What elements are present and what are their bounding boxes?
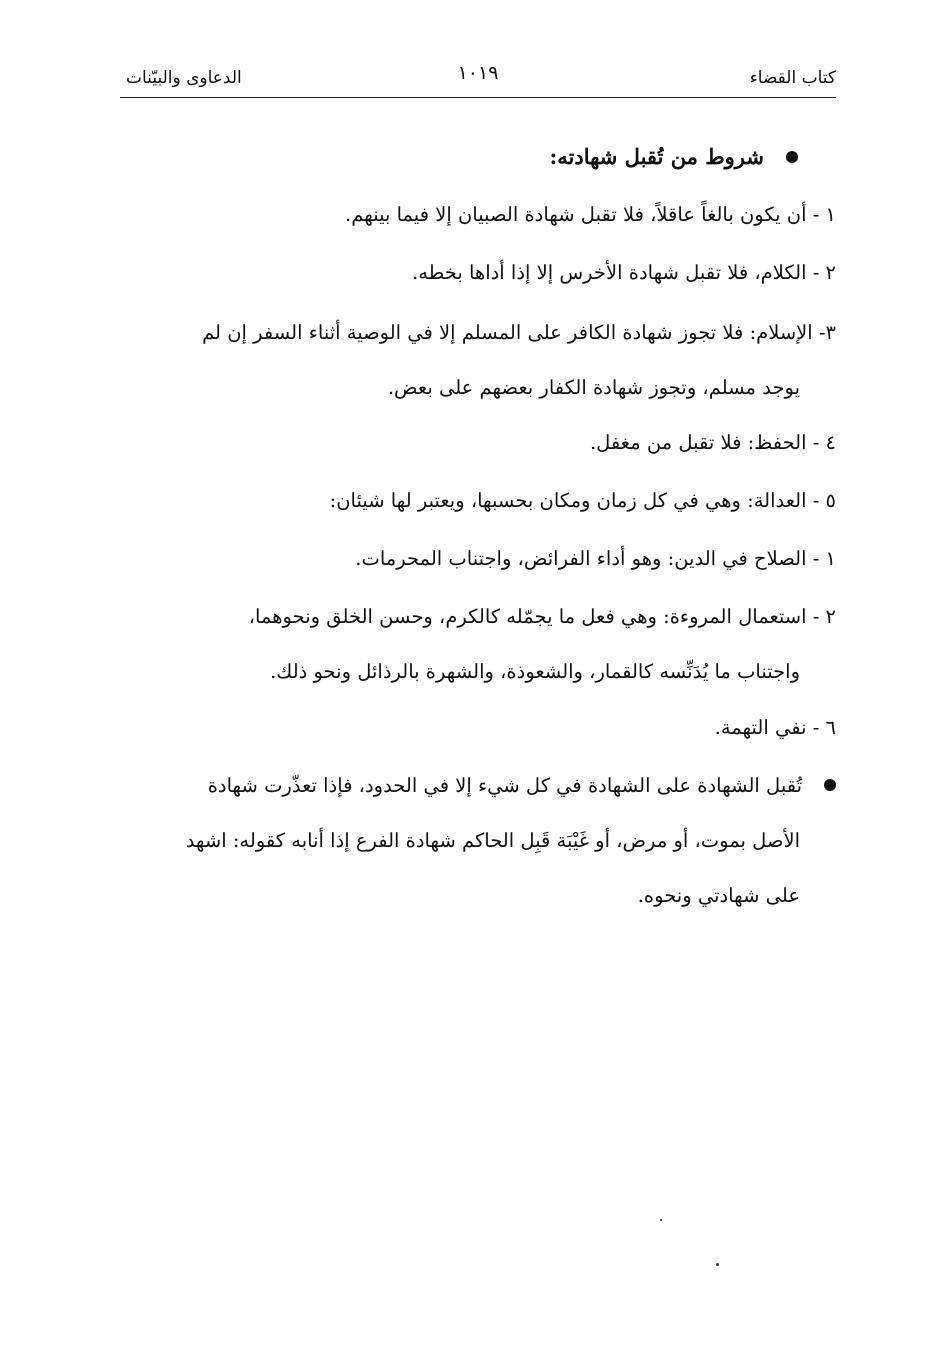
condition-item-6: ٦ - نفي التهمة. [714, 716, 836, 739]
testimony-paragraph-line-3: على شهادتي ونحوه. [637, 884, 800, 907]
testimony-paragraph-line-2: الأصل بموت، أو مرض، أو غَيْبَة قَبِل الحاكم شهادة الفرع إذا أنابه كقوله: اشهد [185, 829, 800, 852]
subcondition-item-2-continued: واجتناب ما يُدَنِّسه كالقمار، والشعوذة، والشهرة بالرذائل ونحو ذلك. [270, 660, 800, 683]
page-number: ١٠١٩ [457, 62, 499, 84]
condition-item-4: ٤ - الحفظ: فلا تقبل من مغفل. [589, 431, 836, 454]
header-divider [120, 97, 836, 98]
bullet-icon [824, 779, 836, 791]
subcondition-item-2: ٢ - استعمال المروءة: وهي فعل ما يجمّله كالكرم، وحسن الخلق ونحوهما، [248, 605, 836, 628]
condition-item-3-continued: يوجد مسلم، وتجوز شهادة الكفار بعضهم على بعض. [387, 376, 800, 399]
section-heading-text: شروط من تُقبل شهادته: [549, 144, 764, 169]
scan-speck [660, 1219, 662, 1221]
testimony-paragraph-text-1: تُقبل الشهادة على الشهادة في كل شيء إلا في الحدود، فإذا تعذّرت شهادة [207, 774, 802, 797]
testimony-paragraph-line-1 [208, 771, 836, 801]
scan-speck [716, 1263, 719, 1266]
page-header [120, 60, 836, 96]
subcondition-item-1: ١ - الصلاح في الدين: وهو أداء الفرائض، واجتناب المحرمات. [355, 547, 836, 570]
bullet-icon [786, 151, 798, 163]
condition-item-2: ٢ - الكلام، فلا تقبل شهادة الأخرس إلا إذا أداها بخطه. [412, 261, 836, 284]
section-heading [549, 142, 798, 172]
condition-item-5: ٥ - العدالة: وهي في كل زمان ومكان بحسبها، ويعتبر لها شيئان: [329, 489, 836, 512]
condition-item-3: ٣- الإسلام: فلا تجوز شهادة الكافر على المسلم إلا في الوصية أثناء السفر إن لم [202, 321, 836, 344]
chapter-title: الدعاوى والبيّنات [126, 68, 242, 88]
condition-item-1: ١ - أن يكون بالغاً عاقلاً، فلا تقبل شهادة الصبيان إلا فيما بينهم. [345, 203, 836, 226]
book-title: كتاب القضاء [749, 68, 836, 88]
